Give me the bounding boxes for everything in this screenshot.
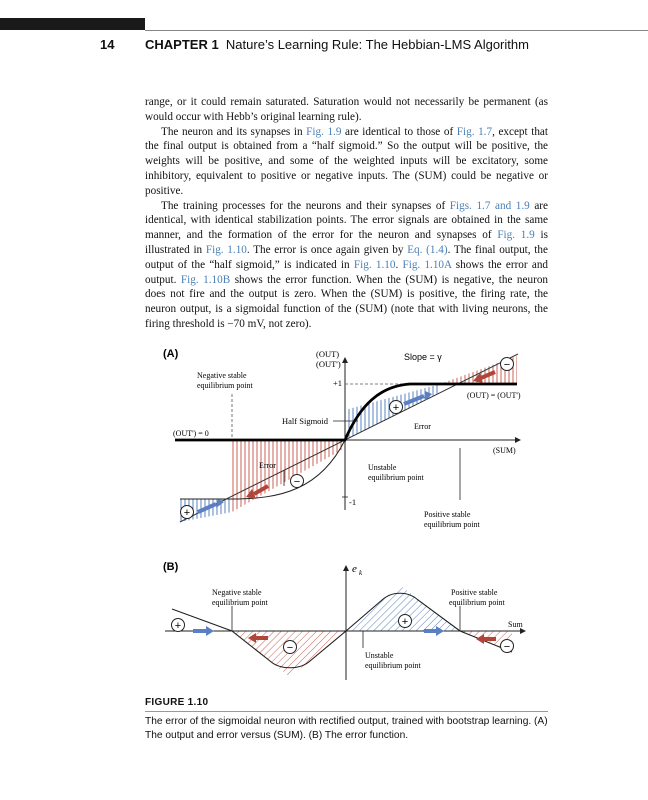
text-run: , except that the final output is obtained from a “half sigmoid.” So the output will be positive, the weights will be positive, and some of the weighted inputs will be excitatory, some inhibitory, equivalent to positive or negative inputs. The (SUM) could be negative or positive. — [145, 125, 548, 197]
fig-link[interactable]: Fig. 1.9 — [306, 125, 342, 138]
panel-a — [163, 348, 521, 529]
y-label-ek: e — [352, 563, 357, 575]
text-run: . The final output, the output of the “half sigmoid,” is indicated in — [145, 243, 548, 271]
sum-label-a: (SUM) — [493, 446, 516, 455]
panel-a-label: (A) — [163, 348, 179, 360]
unstable-label-1: Unstable — [368, 463, 397, 472]
chapter-title: Nature’s Learning Rule: The Hebbian-LMS Algorithm — [225, 37, 529, 52]
half-sigmoid-label: Half Sigmoid — [282, 416, 329, 426]
minus-one-label: -1 — [349, 497, 357, 507]
blue-arrow-b-left-head — [206, 626, 214, 636]
minus-sign-b-left: − — [286, 642, 294, 654]
sum-label-b: Sum — [508, 620, 523, 629]
slope-label: Slope = γ — [404, 352, 442, 362]
fig-link[interactable]: Fig. 1.10 — [205, 243, 247, 256]
text-run: shows the error function. When the (SUM) is negative, the neuron does not fire and the output is zero. When the (SUM) is positive, the firing rate, the neuron output, is a sigmoidal function of the (SUM) (note that with living neurons, the firing threshold is −70 mV, not zero). — [145, 273, 549, 330]
neg-stable-label-2: equilibrium point — [197, 381, 253, 390]
error-label-right: Error — [414, 422, 431, 431]
out-eq-label: (OUT) = (OUT') — [467, 391, 521, 400]
caption-text: The error of the sigmoidal neuron with rectified output, trained with bootstrap learning. (A) The output and error versus (SUM). (B) The error function. — [145, 716, 548, 741]
neg-stable-label-1: Negative stable — [197, 371, 247, 380]
fig-link[interactable]: Fig. 1.7 — [456, 125, 493, 138]
plus-sign-b-left: + — [174, 620, 182, 632]
caption-rule — [145, 711, 548, 712]
caption-title: FIGURE 1.10 — [145, 697, 209, 708]
plus-sign-right: + — [392, 402, 400, 414]
pos-stable-b-2: equilibrium point — [449, 598, 505, 607]
panel-b — [163, 561, 525, 680]
page-number: 14 — [100, 37, 115, 52]
y-label-out-prime: (OUT') — [316, 359, 341, 369]
chapter-label: CHAPTER 1 — [145, 37, 219, 52]
minus-sign-b-right: − — [503, 641, 511, 653]
fig-link[interactable]: Fig. 1.10 — [353, 258, 396, 271]
fig-link[interactable]: Figs. 1.7 and 1.9 — [449, 199, 530, 212]
out-prime-zero-label: (OUT') = 0 — [173, 429, 209, 438]
pos-stable-b-1: Positive stable — [451, 588, 498, 597]
text-run: shows the error and output. — [145, 258, 549, 286]
plus-sign-b-right: + — [401, 616, 409, 628]
plus-one-label: +1 — [333, 378, 343, 388]
pos-stable-label-1: Positive stable — [424, 510, 471, 519]
text-run: . The error is once again given by — [246, 243, 408, 256]
unstable-b-1: Unstable — [365, 651, 394, 660]
text-run: The neuron and its synapses in — [161, 125, 307, 138]
fig-link[interactable]: Fig. 1.10A — [402, 258, 452, 271]
error-label-left: Error — [259, 461, 276, 470]
y-label-ek-sub: k — [359, 569, 363, 577]
error-region-left-pos — [232, 440, 345, 512]
y-label-out: (OUT) — [316, 349, 340, 359]
eq-link[interactable]: Eq. (1.4) — [407, 243, 448, 256]
neg-stable-b-2: equilibrium point — [212, 598, 268, 607]
text-run: is illustrated in — [145, 229, 548, 256]
text-run: . — [395, 258, 403, 271]
text-run: are identical, with identical stabilization points. The error signals are obtained in the same manner, and the formation of the error for the neuron and synapses of — [145, 199, 548, 242]
figure-caption — [145, 697, 548, 743]
minus-sign-right: − — [503, 359, 511, 371]
fig-link[interactable]: Fig. 1.10B — [180, 273, 231, 286]
text-run: are identical to those of — [341, 125, 457, 138]
unstable-b-2: equilibrium point — [365, 661, 421, 670]
pos-stable-label-2: equilibrium point — [424, 520, 480, 529]
fig-link[interactable]: Fig. 1.9 — [497, 229, 535, 242]
unstable-label-2: equilibrium point — [368, 473, 424, 482]
text-run: The training processes for the neurons and their synapses of — [161, 199, 450, 212]
panel-b-label: (B) — [163, 561, 179, 573]
neg-stable-b-1: Negative stable — [212, 588, 262, 597]
minus-sign-left: − — [293, 476, 301, 488]
paragraph-1: range, or it could remain saturated. Saturation would not necessarily be permanent (as would occur with Hebb’s original learning rule). — [145, 96, 548, 123]
plus-sign-left: + — [183, 507, 191, 519]
